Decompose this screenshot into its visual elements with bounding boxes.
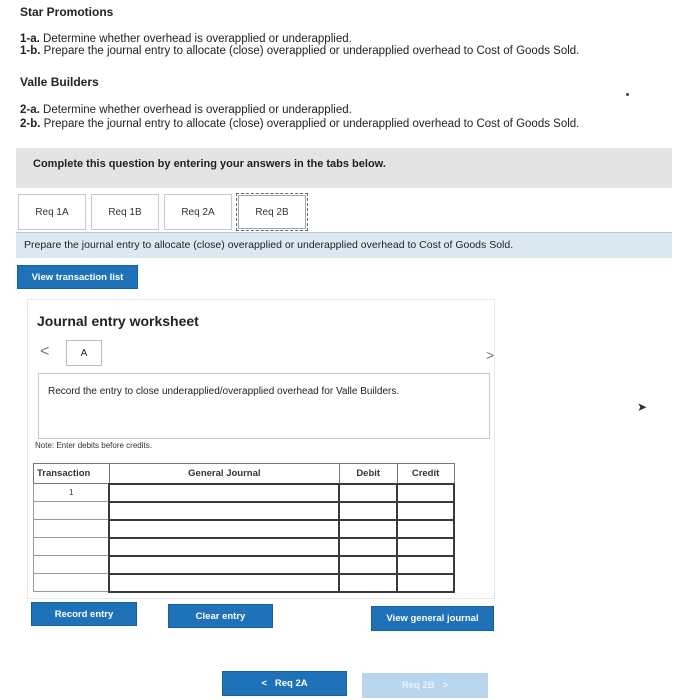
- worksheet-title: Journal entry worksheet: [37, 313, 199, 329]
- col-credit: Credit: [397, 464, 454, 484]
- chevron-right-icon: >: [442, 680, 449, 691]
- view-general-journal-button[interactable]: View general journal: [371, 606, 494, 631]
- record-entry-button[interactable]: Record entry: [31, 602, 137, 626]
- question-1b-tag: 1-b.: [20, 45, 41, 57]
- question-2a-text: Determine whether overhead is overapplied or underapplied.: [43, 104, 352, 116]
- tab-req-2b[interactable]: Req 2B: [236, 193, 308, 231]
- record-instruction-box: [38, 373, 490, 439]
- credit-input[interactable]: [397, 484, 454, 502]
- note-text: Note: Enter debits before credits.: [35, 441, 152, 450]
- question-2a: [20, 104, 352, 116]
- instruction-text: Prepare the journal entry to allocate (close) overapplied or underapplied overhead to Cost of Goods Sold.: [24, 239, 514, 251]
- tab-req-1a[interactable]: Req 1A: [18, 194, 86, 230]
- credit-input[interactable]: [397, 520, 454, 538]
- debit-input[interactable]: [339, 520, 397, 538]
- mouse-cursor-icon: ➤: [637, 400, 648, 414]
- next-req-2b-label: Req 2B: [401, 680, 435, 691]
- question-1a: [20, 33, 352, 45]
- table-row: [34, 574, 455, 592]
- question-2b-tag: 2-b.: [20, 118, 41, 130]
- worksheet-prev-icon[interactable]: <: [40, 343, 50, 360]
- credit-input[interactable]: [397, 502, 454, 520]
- journal-table: [33, 463, 455, 592]
- tab-req-2a[interactable]: Req 2A: [164, 194, 232, 230]
- question-2a-tag: 2-a.: [20, 104, 40, 116]
- account-select[interactable]: [109, 484, 339, 502]
- table-row: [34, 520, 455, 538]
- table-row: [34, 502, 455, 520]
- question-1a-tag: 1-a.: [20, 33, 40, 45]
- transaction-number: [34, 574, 110, 592]
- col-transaction: Transaction: [34, 464, 110, 484]
- question-1b-text: Prepare the journal entry to allocate (close) overapplied or underapplied overhead to Cost of Goods Sold.: [43, 45, 580, 57]
- credit-input[interactable]: [397, 538, 454, 556]
- transaction-number: [34, 556, 110, 574]
- col-debit: Debit: [339, 464, 397, 484]
- credit-input[interactable]: [397, 556, 454, 574]
- prev-req-2a-label: Req 2A: [274, 678, 308, 689]
- debit-input[interactable]: [339, 574, 397, 592]
- credit-input[interactable]: [397, 574, 454, 592]
- chevron-left-icon: <: [261, 678, 267, 689]
- debit-input[interactable]: [339, 556, 397, 574]
- next-req-2b-button[interactable]: [362, 673, 488, 698]
- worksheet-page-tab[interactable]: A: [66, 340, 102, 366]
- account-select[interactable]: [109, 520, 339, 538]
- debit-input[interactable]: [339, 502, 397, 520]
- transaction-number: 1: [34, 484, 110, 502]
- question-2b: [20, 118, 579, 130]
- transaction-number: [34, 538, 110, 556]
- table-row: [34, 538, 455, 556]
- transaction-number: [34, 502, 110, 520]
- view-transaction-list-button[interactable]: View transaction list: [17, 265, 138, 289]
- account-select[interactable]: [109, 556, 339, 574]
- debit-input[interactable]: [339, 538, 397, 556]
- question-1b: [20, 45, 579, 57]
- transaction-number: [34, 520, 110, 538]
- question-1a-text: Determine whether overhead is overapplied or underapplied.: [43, 33, 352, 45]
- prev-req-2a-button[interactable]: [222, 671, 347, 696]
- stray-mark: [626, 93, 629, 96]
- account-select[interactable]: [109, 538, 339, 556]
- table-row: [34, 484, 455, 502]
- clear-entry-button[interactable]: Clear entry: [168, 604, 273, 628]
- col-general-journal: General Journal: [109, 464, 339, 484]
- worksheet-next-icon[interactable]: >: [486, 347, 495, 363]
- company-title-valle: Valle Builders: [20, 75, 99, 89]
- account-select[interactable]: [109, 502, 339, 520]
- complete-banner-text: Complete this question by entering your answers in the tabs below.: [33, 158, 386, 170]
- question-2b-text: Prepare the journal entry to allocate (close) overapplied or underapplied overhead to Cost of Goods Sold.: [43, 118, 580, 130]
- tab-req-1b[interactable]: Req 1B: [91, 194, 159, 230]
- account-select[interactable]: [109, 574, 339, 592]
- table-row: [34, 556, 455, 574]
- record-instruction-text: Record the entry to close underapplied/overapplied overhead for Valle Builders.: [48, 386, 400, 397]
- debit-input[interactable]: [339, 484, 397, 502]
- company-title-star: Star Promotions: [20, 5, 114, 19]
